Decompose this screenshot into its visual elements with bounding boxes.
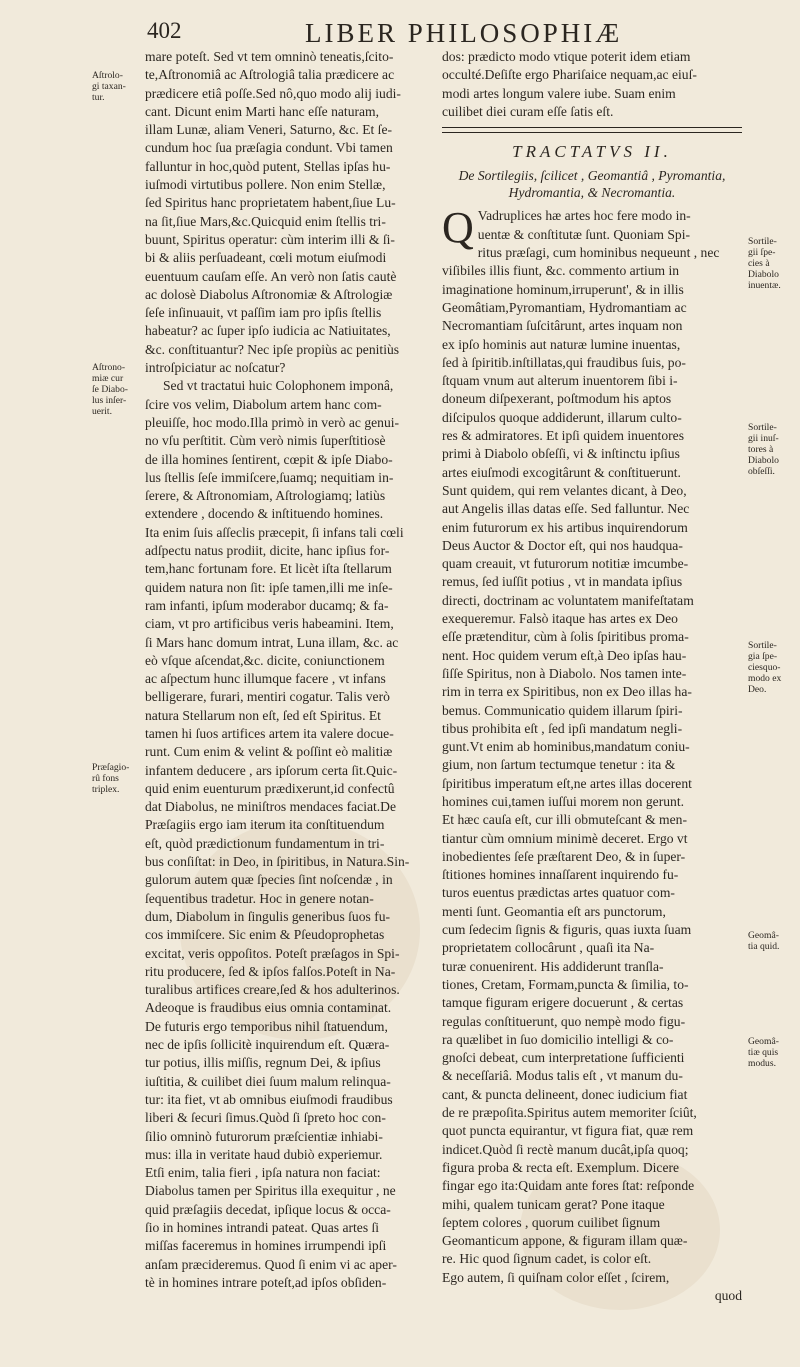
paragraph: Vadruplices hæ artes hoc fere modo in- uentæ & conſtitutæ ſunt. Quoniam Spi- ritus præſagi, cum hominibus nequeunt , nec viſibiles illis fiunt, &c. commento artium in imaginatione hominum,irruperunt', & in illis Geomâtiam,Pyromantiam, Hydromantiam ac Necromantiam ſuſcitârunt, artes inquam non ex ipſo hominis aut naturæ lumine inuentas, ſed à ſpiritib.inſtillatas,qui fraudibus ſuis, po- ſtquam vnum aut alterum inuentorem ſibi i- doneum diſpexerant, poſtmodum his aptos diſcipulos quoque addiderunt, illarum culto- res & admiratores. Et ipſi quidem inuentores primi à Diabolo obſeſſi, vi & inſtinctu ipſius artes eiuſmodi excogitârunt & conſtituerunt. Sunt quidem, qui rem velantes dicant, à Deo, aut Angelis illas datas eſſe. Sed falluntur. Nec enim futurorum ex his artibus inquirendorum Deus Auctor & Doctor eſt, qui nos haudqua- quam creauit, vt futurorum notitiæ imcumbe- remus, ſed iuſſit potius , vt in mandata ipſius directi, doctrinam ac voluntatem manifeſtatam exequeremur. Falsò itaque has artes ex Deo eſſe prætenditur, cùm à ſolis ſpiritibus proma- nent. Hoc quidem verum eſt,à Deo ipſas hau- ſiſſe Spiritus, non à Diabolo. Nos tamen inte- rim in terra ex Spiritibus, non ex Deo illas ha- bemus. Communicatio quidem illarum ſpiri- tibus prohibita eſt , ſed ipſi mandatum negli- gunt.Vt enim ab hominibus,mandatum coniu- gium, non ſartum tectumque tenetur : ita & ſpiritibus imperatum eſt,ne artes illas docerent homines cui,tamen iuſſui morem non gerunt. Et hæc cauſa eſt, cur illi obmuteſcant & men- tiantur cùm omnium minimè deceret. Ergo vt inobedientes ſeſe præſtarent Deo, & in ſuper- ſtitiones homines innaſſarent inquirendo fu- turos euentus prædictas artes quatuor com- menti ſunt. Geomantia eſt ars punctorum, cum ſedecim ſignis & figuris, quas iuxta ſuam proprietatem collocârunt , quaſi ita Na- turæ conuenirent. His addiderunt tranſla- tiones, Cretam, Formam,puncta & ſimilia, to- tamque figuram erigere docuerunt , & certas regulas conſtituerunt, quo nempè modo figu- ra quælibet in ſuo domicilio intelligi & co- gnoſci debeat, cum interpretatione ſufficienti & neceſſariâ. Modus talis eſt , vt manum du- cant, & puncta delineent, donec iudicium fiat de re præpoſita.Spiritus autem memoriter ſciût, quot puncta equirantur, vt figura fiat, quæ rem indicet.Quòd ſi rectè manum ducât,ipſa quoq; figura proba & recta eſt. Exemplum. Dicere fingar ego ita:Quidam ante fores ſtat: reſponde mihi, qualem tunicam gerat? Pone itaque ſeptem colores , quorum cuilibet ſignum Geomanticum appone, & figuram illam quæ- re. Hic quod ſignum cadet, is color eſt. Ego autem, ſi quiſnam color eſſet , ſcirem, <box>442 208 720 1285</box>
running-title: LIBER PHILOSOPHIÆ <box>305 18 623 48</box>
page-number: 402 <box>147 18 182 43</box>
paragraph: Præſagiis ergo iam iterum ita conſtituendum eſt, quòd prædictionum fundamentum in tri- bus conſiſtat: in Deo, in ſpiritibus, in Natura.Sin- gulorum autem quæ ſpecies ſint noſcendæ , in ſequentibus tradetur. Hoc in genere notan- dum, Diabolum in ſingulis generibus ſuos fu- cos immiſcere. Sic enim & Pſeudoprophetas excitat, veris oppoſitos. Poteſt præſagos in Spi- ritu producere, ſed & ipſos falſos.Poteſt in Na- turalibus artifices creare,ſed & hos adulterinos. Adeoque is fraudibus eius omnia contaminat. De futuris ergo temporibus nihil ſtatuendum, nec de ipſis ſollicitè inquirendum eſt. Quæra- tur potius, illis miſſis, regnum Dei, & ipſius iuſtitia, & cuilibet diei ſuum malum relinqua- tur: ita fiet, vt ab omnibus eiuſmodi fraudibus liberi & ſecuri ſimus.Quòd ſi ſpreto hoc con- ſilio omninò futurorum præſcientiæ inhiabi- mus: illa in veritate haud dubiò experiemur. Etſi enim, talia fieri , ipſa natura non faciat: Diabolus tamen per Spiritus illa exequitur , ne quid præſagiis decedat, ipſique locus & occa- ſio in homines intrandi pateat. Quas artes ſi miſſas faceremus in homines irrumpendi ipſi anſam præcideremus. Quod ſi enim vi ac aper- tè in homines intrare poteſt,ad ipſos obſiden- <box>145 817 410 1290</box>
margin-note: Geomâ- tia quid. <box>748 930 780 952</box>
catchword: quod <box>714 1288 742 1303</box>
margin-note: Geomâ- tiæ quis modus. <box>748 1036 779 1069</box>
margin-note: Aſtrono- miæ cur ſe Diabo- lus inſer- uerit. <box>92 362 128 417</box>
margin-note: Sortile- gii inuſ- tores à Diabolo obſeſſi. <box>748 422 779 477</box>
margin-note: Sortile- gii ſpe- cies à Diabolo inuentæ. <box>748 236 781 291</box>
drop-cap: Q <box>442 203 474 253</box>
tractatus-subtitle: De Sortilegiis, ſcilicet , Geomantiâ , Pyromantia, Hydromantia, & Necromantia. <box>458 168 726 201</box>
margin-note: Sortile- gia ſpe- ciesquo- modo ex Deo. <box>748 640 782 695</box>
paragraph: mare poteſt. Sed vt tem omninò teneatis,ſcito- te,Aſtronomiâ ac Aſtrologiâ talia prædicere ac prædicere etiâ poſſe.Sed nô,quo modo alij iudi- cant. Dicunt enim Marti hanc eſſe naturam, illam Lunæ, aliam Veneri, Saturno, &c. Et ſe- cundum hoc ſua præſagia condunt. Vbi tamen falluntur in hoc,quòd putent, Stellas ipſas hu- iuſmodi virtutibus pollere. Non enim Stellæ, ſed Spiritus hanc proprietatem habent,ſiue Lu- na ſit,ſiue Mars,&c.Quicquid enim ſtellis tri- buunt, Spiritus operatur: cùm interim illi & ſi- bi & aliis perſuadeant, cœli motum eiuſmodi euentuum cauſam eſſe. An verò non ſatis cautè ac dolosè Diabolus Aſtronomiæ & Aſtrologiæ ſeſe inſinuauit, vt paſſim iam pro ipſis ſtellis habeatur? ac ſuper ipſo iudicia ac Natiuitates, &c. conſtituantur? Nec ipſe propiùs ac penitiùs introſpiciatur ac noſcatur? <box>145 49 401 376</box>
section-rule <box>442 127 742 128</box>
margin-note: Aſtrolo- gi taxan- tur. <box>92 70 126 103</box>
margin-note: Præſagio- rû fons triplex. <box>92 762 130 795</box>
tractatus-title: TRACTATVS II. <box>512 142 672 162</box>
paragraph: dos: prædicto modo vtique poterit idem etiam occulté.Deſiſte ergo Phariſaice nequam,ac eiuſ- modi artes longum valere iube. Suam enim cuilibet diei curam eſſe ſatis eſt. <box>442 49 697 119</box>
left-column <box>145 48 430 1292</box>
right-column <box>442 48 742 1305</box>
paragraph: Sed vt tractatui huic Colophonem imponâ, ſcire vos velim, Diabolum artem hanc com- pleuiſſe, hoc modo.Illa primò in verò ac genui- no vſu perſtitit. Cùm verò nimis ſuperſtitiosè de illa homines ſentirent, cœpit & ipſe Diabo- lus ſtellis ſeſe immiſcere,ſuamq; nequitiam in- ſerere, & Aſtronomiam, Aſtrologiamq; latiùs extendere , docendo & inſtituendo homines. Ita enim ſuis aſſeclis præcepit, ſi infans tali cœli adſpectu natus prodiit, dicite, hanc ipſius for- tem,hanc fortunam fore. Et licèt iſta ſtellarum quidem natura non ſit: ipſe tamen,illi me inſe- ram infanti, ipſum moderabor ducamq; & fa- ciam, vt pro artificibus veris habeamini. Item, ſi Mars hanc domum intrat, Luna illam, &c. ac eò vſque aſcendat,&c. dicite, coniunctionem ac aſpectum hunc illumque facere , vt infans belligerare, furari, mentiri cogatur. Talis verò natura Stellarum non eſt, ſed eſt Spiritus. Et tamen hi ſuos artifices artem ita valere docue- runt. Cum enim & velint & poſſint eò malitiæ infantem deducere , ars ipſorum certa ſit.Quic- quid enim euenturum prædixerunt,id confectû dat Diabolus, ne miniſtros mendaces faciat.De <box>145 378 404 815</box>
section-rule <box>442 132 742 133</box>
